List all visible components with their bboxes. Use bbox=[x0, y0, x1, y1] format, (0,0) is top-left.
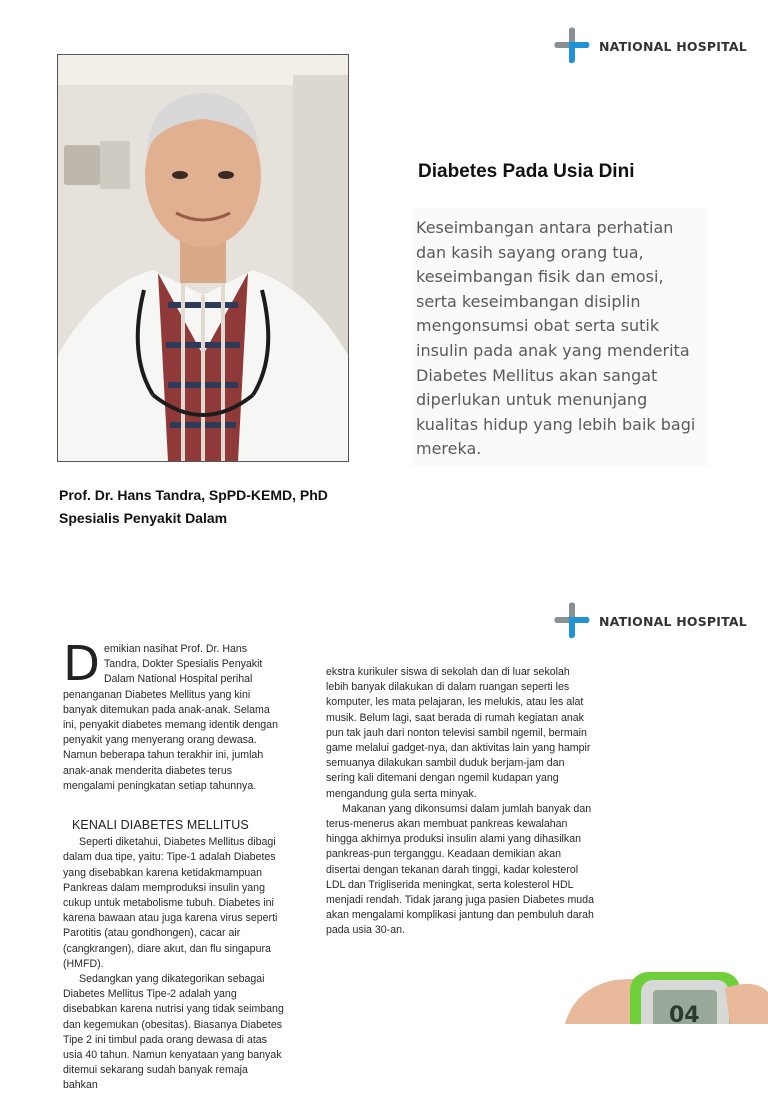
article-title: Diabetes Pada Usia Dini bbox=[418, 161, 635, 182]
paragraph-3: ekstra kurikuler siswa di sekolah dan di luar sekolah lebih banyak dilakukan di dalam ruangan seperti les komputer, les mata pelajaran, les melukis, atau les alat musik. Belum lagi, saat berada di rumah kegiatan anak pun tak jauh dari nonton televisi sambil ngemil, bermain game melalui gadget-nya, dan aktivitas lain yang hampir semuanya dilakukan sambil duduk berjam-jam dan sering kali ditemani dengan ngemil kudapan yang mengandung gula serta minyak. bbox=[326, 666, 591, 800]
logo-text: NATIONAL HOSPITAL bbox=[599, 613, 747, 629]
intro-paragraph: Demikian nasihat Prof. Dr. Hans Tandra, Dokter Spesialis Penyakit Dalam National Hospital perihal penanganan Diabetes Mellitus yang kini banyak ditemukan pada anak-anak. Selama ini, penyakit diabetes memang identik dengan penyakit yang menyerang orang dewasa. Namun beberapa tahun terakhir ini, jumlah anak-anak menderita diabetes terus mengalami peningkatan setiap tahunnya. bbox=[63, 636, 278, 792]
paragraph-4: Makanan yang dikonsumsi dalam jumlah banyak dan terus-menerus akan membuat pankreas kewalahan hingga akhirnya produksi insulin alami yang dihasilkan pankreas-pun terganggu. Keadaan demikian akan disertai dengan tekanan darah tinggi, kadar kolesterol LDL dan Trigliserida meningkat, serta kolesterol HDL menjadi rendah. Tidak jarang juga pasien Diabetes muda akan mengalami komplikasi jantung dan pembuluh darah pada usia 30-an. bbox=[326, 802, 594, 937]
svg-text:04: 04 bbox=[669, 1003, 700, 1024]
doctor-photo bbox=[57, 54, 349, 462]
paragraph-1: Seperti diketahui, Diabetes Mellitus dibagi dalam dua tipe, yaitu: Tipe-1 adalah Diabetes yang disebabkan karena ketidakmampuan Pankreas dalam memproduksi insulin yang cukup untuk metabolisme tubuh. Diabetes ini karena bawaan atau juga karena virus seperti Parotitis (atau gondhongen), cacar air (cangkrangen), diare akut, dan flu singapura (HMFD). bbox=[63, 836, 278, 970]
glucometer-device-icon bbox=[555, 958, 768, 1024]
hospital-cross-logo-icon bbox=[551, 600, 593, 642]
logo-text: NATIONAL HOSPITAL bbox=[599, 38, 747, 54]
paragraph-2: Sedangkan yang dikategorikan sebagai Diabetes Mellitus Tipe-2 adalah yang disebabkan karena nutrisi yang tidak seimbang dan kegemukan (obesitas). Biasanya Diabetes Tipe 2 ini timbul pada orang dewasa di atas usia 40 tahun. Namun kenyataan yang banyak ditemui sekarang sudah banyak remaja bahkan bbox=[63, 973, 284, 1092]
author-name: Prof. Dr. Hans Tandra, SpPD-KEMD, PhD bbox=[59, 487, 328, 503]
section-heading: KENALI DIABETES MELLITUS bbox=[72, 818, 249, 833]
drop-cap: D bbox=[63, 636, 100, 692]
lead-quote-box bbox=[412, 208, 708, 466]
author-caption bbox=[59, 484, 328, 530]
article-column-1 bbox=[63, 636, 285, 1094]
national-hospital-logo bbox=[551, 25, 747, 67]
lead-quote-text: Keseimbangan antara perhatian dan kasih sayang orang tua, keseimbangan fisik dan emosi, serta keseimbangan disiplin mengonsumsi obat serta sutik insulin pada anak yang menderita Diabetes Mellitus akan sangat diperlukan untuk menunjang kualitas hidup yang lebih baik bagi mereka. bbox=[416, 218, 696, 459]
hospital-cross-logo-icon bbox=[551, 25, 593, 67]
author-role: Spesialis Penyakit Dalam bbox=[59, 510, 228, 526]
article-column-2 bbox=[326, 665, 594, 939]
national-hospital-logo-2 bbox=[551, 600, 747, 642]
